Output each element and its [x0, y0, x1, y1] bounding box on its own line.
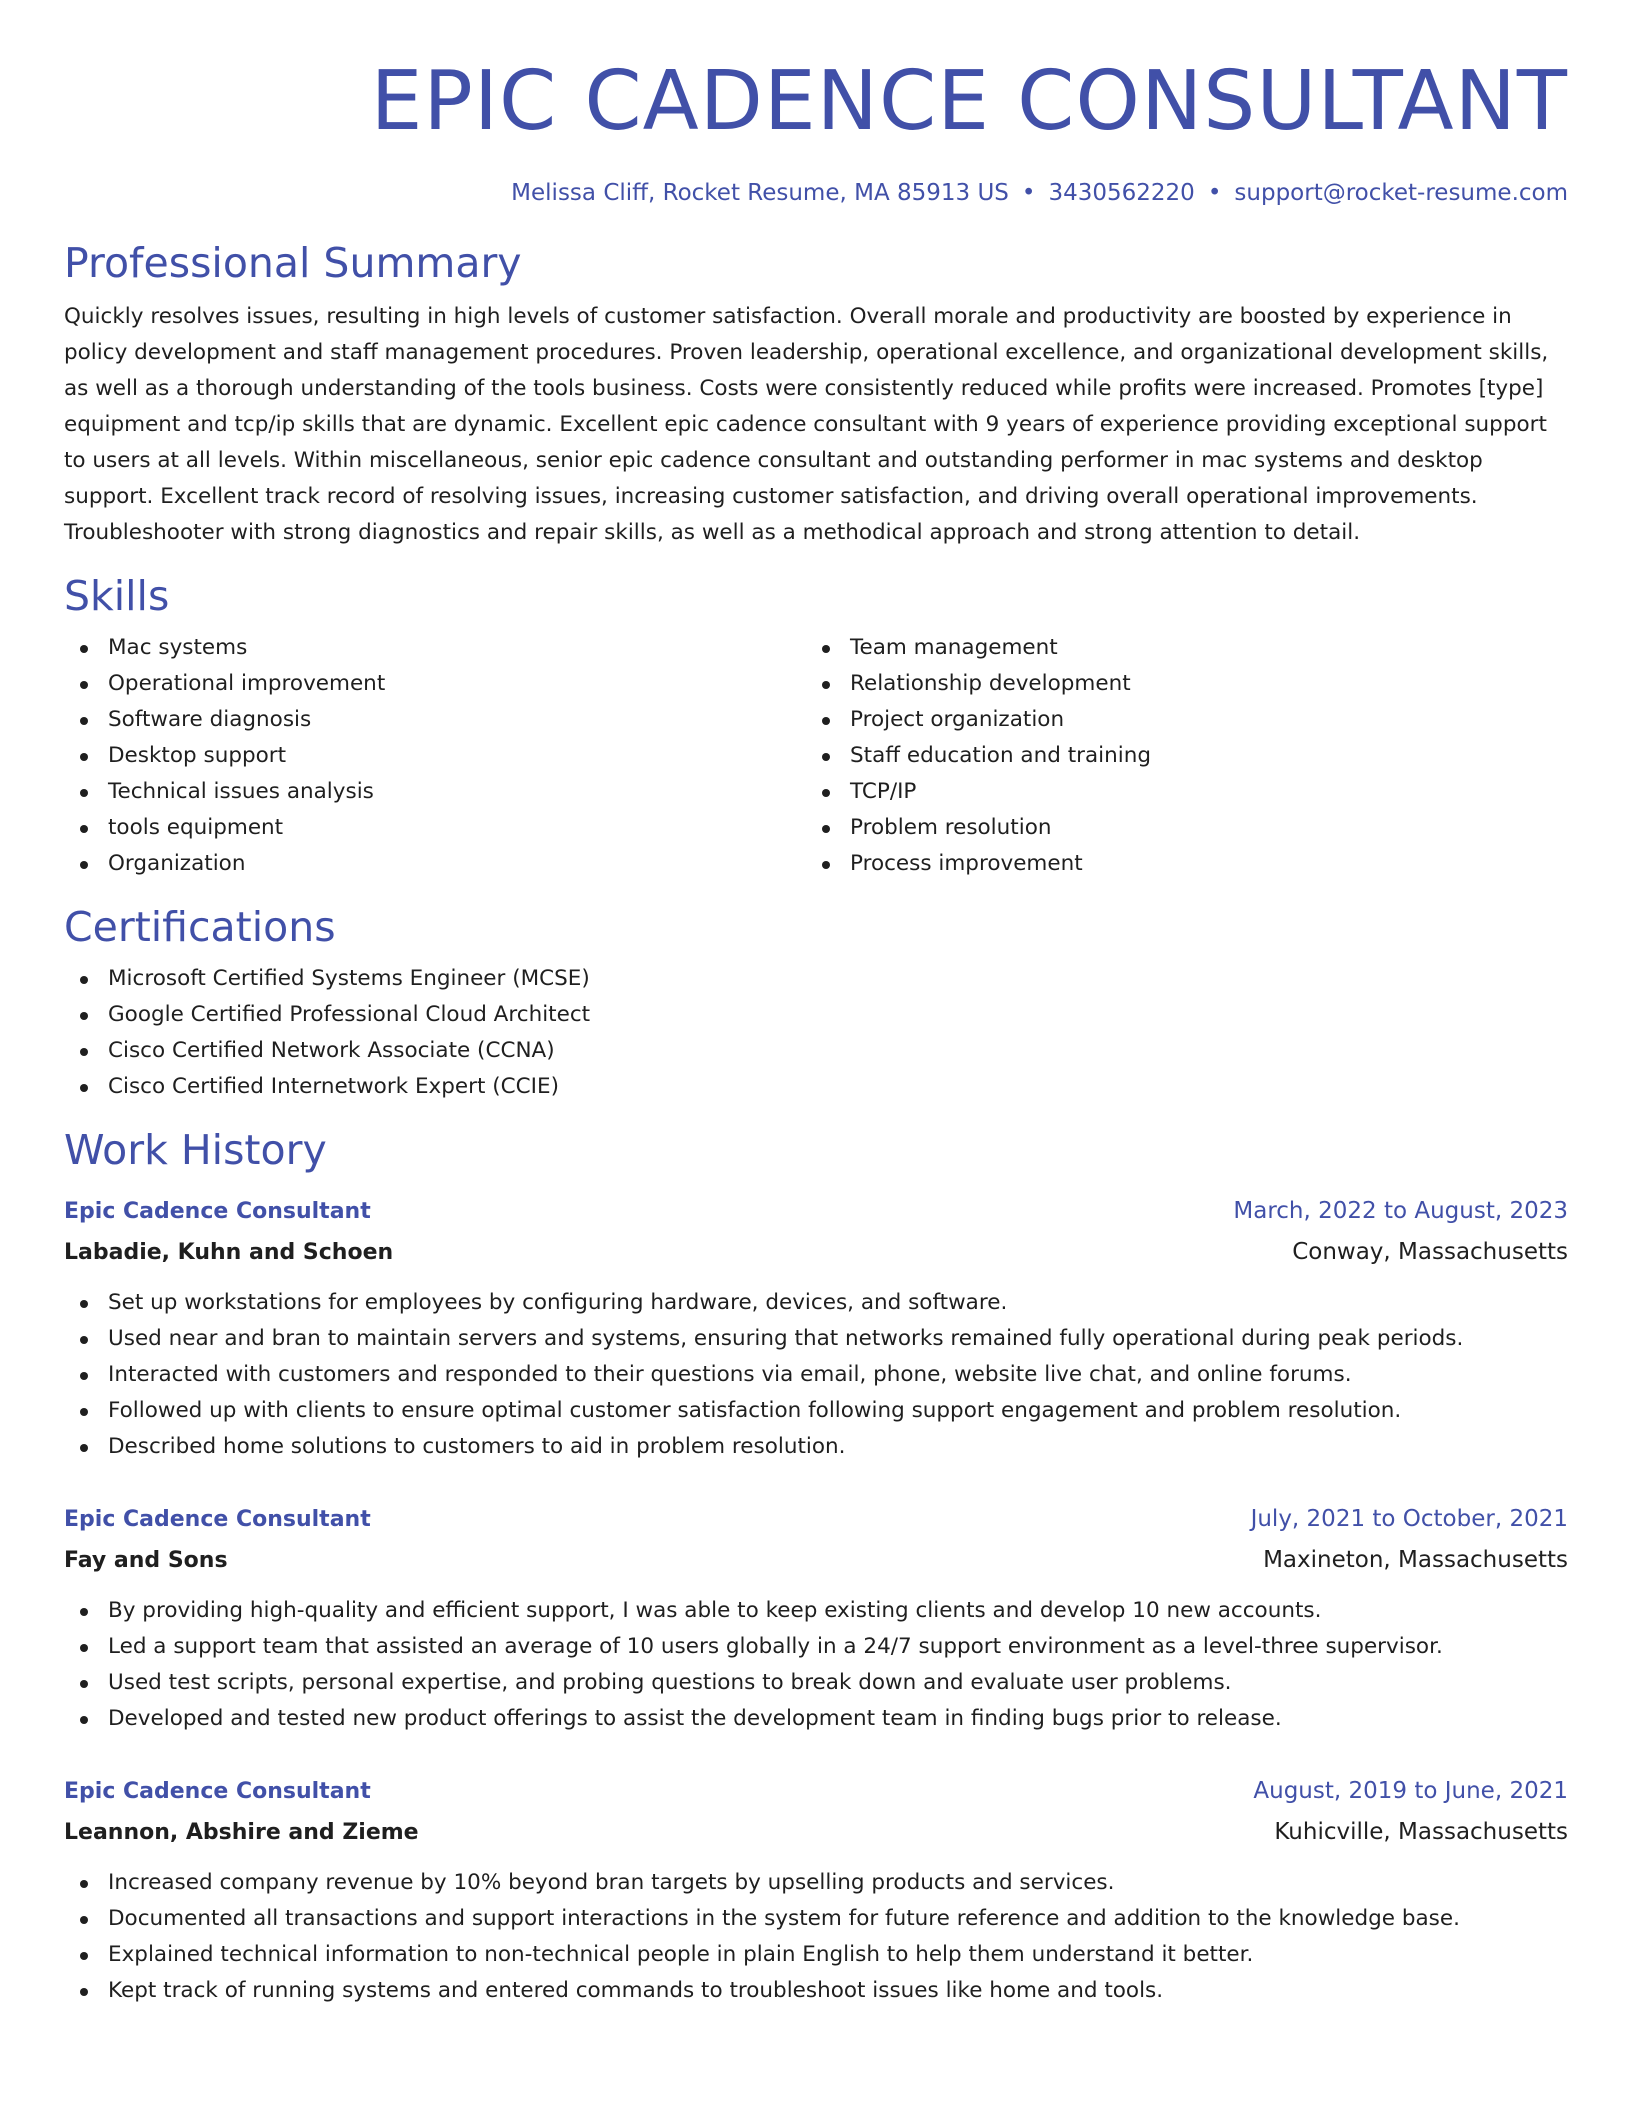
certifications-heading: Certifications [64, 903, 336, 951]
certification-item: Google Certified Professional Cloud Architect [64, 997, 1568, 1033]
job-bullet: Used near and bran to maintain servers and systems, ensuring that networks remained fully operational during peak periods. [64, 1321, 1568, 1357]
job-entry [64, 1771, 1568, 2009]
job-title: Epic Cadence Consultant [64, 1779, 371, 1804]
skill-item: TCP/IP [806, 774, 1548, 810]
skills-columns [64, 621, 1568, 882]
job-company: Leannon, Abshire and Zieme [64, 1820, 419, 1845]
job-bullet: Interacted with customers and responded to their questions via email, phone, website live chat, and online forums. [64, 1357, 1568, 1393]
certification-item: Cisco Certified Internetwork Expert (CCIE) [64, 1069, 1568, 1105]
contact-email: support@rocket-resume.com [1234, 180, 1568, 206]
skill-item: Process improvement [806, 846, 1548, 882]
job-bullet: Used test scripts, personal expertise, and probing questions to break down and evaluate user problems. [64, 1665, 1568, 1701]
job-bullet: Developed and tested new product offerings to assist the development team in finding bugs prior to release. [64, 1701, 1568, 1737]
job-bullet: Led a support team that assisted an average of 10 users globally in a 24/7 support environment as a level-three supervisor. [64, 1629, 1568, 1665]
job-location: Conway, Massachusetts [1292, 1239, 1568, 1265]
job-bullet: Increased company revenue by 10% beyond bran targets by upselling products and services. [64, 1865, 1568, 1901]
skills-heading: Skills [64, 572, 170, 620]
skills-list-left [64, 630, 806, 882]
job-bullet: Documented all transactions and support interactions in the system for future reference and addition to the knowledge base. [64, 1901, 1568, 1937]
job-bullets [64, 1285, 1568, 1465]
job-entry [64, 1191, 1568, 1465]
skill-item: Staff education and training [806, 738, 1548, 774]
job-bullet: Followed up with clients to ensure optimal customer satisfaction following support engagement and problem resolution. [64, 1393, 1568, 1429]
certification-item: Cisco Certified Network Associate (CCNA) [64, 1033, 1568, 1069]
certification-item: Microsoft Certified Systems Engineer (MCSE) [64, 961, 1568, 997]
skill-item: Mac systems [64, 630, 806, 666]
contact-line [64, 178, 1568, 208]
contact-separator: • [1207, 180, 1222, 206]
skill-item: Software diagnosis [64, 702, 806, 738]
job-location: Kuhicville, Massachusetts [1274, 1819, 1568, 1845]
resume-page [64, 0, 1568, 2009]
job-bullet: Described home solutions to customers to aid in problem resolution. [64, 1429, 1568, 1465]
job-bullets [64, 1865, 1568, 2009]
skill-item: Desktop support [64, 738, 806, 774]
job-title: Epic Cadence Consultant [64, 1199, 371, 1224]
job-dates: July, 2021 to October, 2021 [1250, 1506, 1568, 1532]
skill-item: Project organization [806, 702, 1548, 738]
skill-item: Relationship development [806, 666, 1548, 702]
skill-item: Technical issues analysis [64, 774, 806, 810]
skill-item: Organization [64, 846, 806, 882]
contact-address: Melissa Cliff, Rocket Resume, MA 85913 US [511, 180, 1009, 206]
work-history-heading: Work History [64, 1126, 327, 1174]
job-bullet: By providing high-quality and efficient support, I was able to keep existing clients and develop 10 new accounts. [64, 1593, 1568, 1629]
job-company: Fay and Sons [64, 1548, 228, 1573]
job-bullets [64, 1593, 1568, 1737]
job-title: Epic Cadence Consultant [64, 1507, 371, 1532]
certifications-list [64, 961, 1568, 1105]
job-bullet: Kept track of running systems and entered commands to troubleshoot issues like home and tools. [64, 1973, 1568, 2009]
skill-item: Problem resolution [806, 810, 1548, 846]
resume-title: EPIC CADENCE CONSULTANT [370, 54, 1568, 149]
job-dates: August, 2019 to June, 2021 [1253, 1778, 1568, 1804]
skill-item: Team management [806, 630, 1548, 666]
skill-item: Operational improvement [64, 666, 806, 702]
job-bullet: Explained technical information to non-technical people in plain English to help them understand it better. [64, 1937, 1568, 1973]
summary-text: Quickly resolves issues, resulting in high levels of customer satisfaction. Overall morale and productivity are boosted by experience in policy development and staff management procedures. Proven leadership, operational excellence, and organizational development skills, as well as a thorough understanding of the tools business. Costs were consistently reduced while profits were increased. Promotes [type] equipment and tcp/ip skills that are dynamic. Excellent epic cadence consultant with 9 years of experience providing exceptional support to users at all levels. Within miscellaneous, senior epic cadence consultant and outstanding performer in mac systems and desktop support. Excellent track record of resolving issues, increasing customer satisfaction, and driving overall operational improvements. Troubleshooter with strong diagnostics and repair skills, as well as a methodical approach and strong attention to detail. [64, 304, 1549, 545]
job-company: Labadie, Kuhn and Schoen [64, 1240, 394, 1265]
skills-list-right [806, 630, 1548, 882]
skill-item: tools equipment [64, 810, 806, 846]
job-dates: March, 2022 to August, 2023 [1233, 1198, 1568, 1224]
job-bullet: Set up workstations for employees by configuring hardware, devices, and software. [64, 1285, 1568, 1321]
contact-separator: • [1021, 180, 1036, 206]
job-location: Maxineton, Massachusetts [1263, 1547, 1568, 1573]
contact-phone: 3430562220 [1048, 180, 1195, 206]
job-entry [64, 1499, 1568, 1737]
summary-heading: Professional Summary [64, 239, 522, 287]
